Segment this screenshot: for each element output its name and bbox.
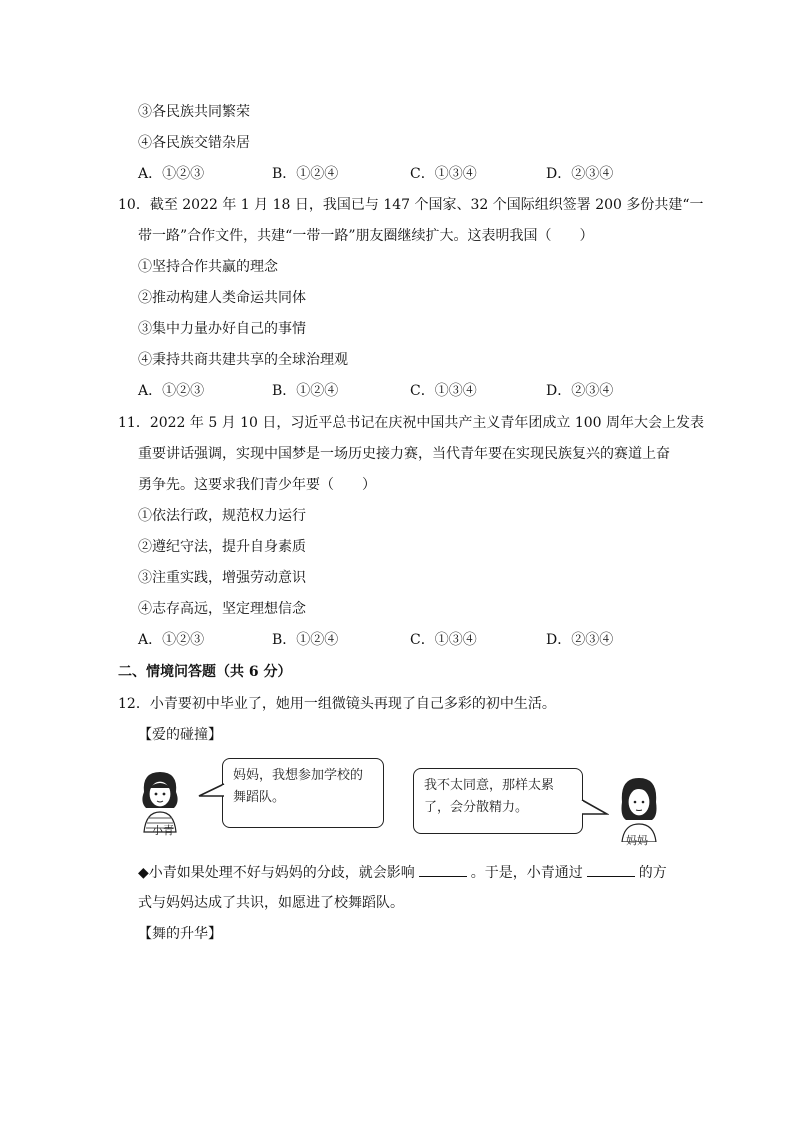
- girl-speech-line-1: 妈妈，我想参加学校的: [233, 768, 364, 783]
- q12-question-part-2: 。于是，小青通过: [470, 865, 583, 881]
- mom-speech-line-1: 我不太同意，那样太累: [424, 778, 555, 793]
- girl-bubble-tail: [197, 782, 225, 802]
- q12-subtitle-2: 【舞的升华】: [138, 926, 222, 942]
- section-2-heading: 二、情境问答题（共 6 分）: [118, 664, 292, 680]
- q12-stem: 12．小青要初中毕业了，她用一组微镜头再现了自己多彩的初中生活。: [118, 696, 556, 712]
- q11-stem-line-1: 11．2022 年 5 月 10 日，习近平总书记在庆祝中国共产主义青年团成立 100 周年大会上发表: [118, 415, 705, 431]
- q11-stem-line-3: 勇争先。这要求我们青少年要（ ）: [138, 477, 376, 493]
- q12-question-part-1: ◆小青如果处理不好与妈妈的分歧，就会影响: [138, 865, 415, 881]
- q11-option-b: B．①②④: [272, 632, 339, 648]
- q9-option-a: A．①②③: [138, 166, 205, 182]
- q10-item-4: ④秉持共商共建共享的全球治理观: [138, 352, 348, 368]
- q10-stem-line-1: 10．截至 2022 年 1 月 18 日，我国已与 147 个国家、32 个国际组织签署 200 多份共建“一: [118, 197, 704, 213]
- q9-option-b: B．①②④: [272, 166, 339, 182]
- q11-option-a: A．①②③: [138, 632, 205, 648]
- q10-stem-line-2: 带一路”合作文件，共建“一带一路”朋友圈继续扩大。这表明我国（ ）: [138, 228, 594, 244]
- q10-option-a: A．①②③: [138, 383, 205, 399]
- q11-item-2: ②遵纪守法，提升自身素质: [138, 539, 306, 555]
- q12-subtitle-1: 【爱的碰撞】: [138, 727, 222, 743]
- mom-name-label: 妈妈: [626, 834, 648, 847]
- q11-item-4: ④志存高远，坚定理想信念: [138, 601, 306, 617]
- q10-option-b: B．①②④: [272, 383, 339, 399]
- girl-name-label: 小青: [152, 824, 174, 837]
- mom-speech-bubble: [413, 768, 583, 834]
- q11-stem-line-2: 重要讲话强调，实现中国梦是一场历史接力赛，当代青年要在实现民族复兴的赛道上奋: [138, 446, 670, 462]
- q10-item-1: ①坚持合作共赢的理念: [138, 259, 278, 275]
- q9-item-4: ④各民族交错杂居: [138, 135, 250, 151]
- q12-question-part-3: 的方: [638, 865, 667, 881]
- q10-item-3: ③集中力量办好自己的事情: [138, 321, 306, 337]
- mom-bubble-tail: [581, 798, 609, 818]
- girl-speech-line-2: 舞蹈队。: [233, 790, 286, 805]
- answer-blank-1[interactable]: [419, 862, 467, 877]
- girl-speech-bubble: [222, 758, 384, 828]
- q12-question-line-1: [138, 862, 667, 883]
- q11-option-c: C．①③④: [410, 632, 477, 648]
- q9-option-d: D．②③④: [546, 166, 614, 182]
- q9-item-3: ③各民族共同繁荣: [138, 104, 250, 120]
- q10-option-c: C．①③④: [410, 383, 477, 399]
- answer-blank-2[interactable]: [587, 862, 635, 877]
- q12-question-line-2: 式与妈妈达成了共识，如愿进了校舞蹈队。: [138, 895, 404, 911]
- dialogue-figure: [130, 758, 670, 858]
- mom-speech-line-2: 了，会分散精力。: [424, 800, 529, 815]
- q11-option-d: D．②③④: [546, 632, 614, 648]
- q11-item-3: ③注重实践，增强劳动意识: [138, 570, 306, 586]
- q9-option-c: C．①③④: [410, 166, 477, 182]
- q10-option-d: D．②③④: [546, 383, 614, 399]
- q10-item-2: ②推动构建人类命运共同体: [138, 290, 306, 306]
- q11-item-1: ①依法行政，规范权力运行: [138, 508, 306, 524]
